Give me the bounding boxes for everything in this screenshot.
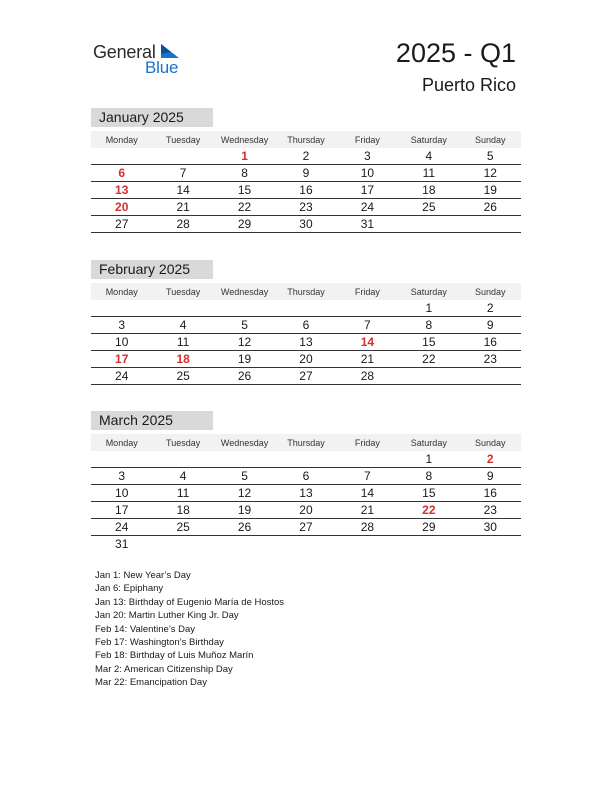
week-row xyxy=(91,519,521,536)
week-row xyxy=(91,182,521,199)
day-cell: 4 xyxy=(398,148,459,165)
day-cell: 15 xyxy=(214,182,275,199)
calendar-grid xyxy=(91,283,521,385)
weekday-header: Wednesday xyxy=(214,283,275,300)
weekday-header: Saturday xyxy=(398,434,459,451)
day-cell: 29 xyxy=(398,519,459,536)
day-cell: 31 xyxy=(115,537,129,551)
day-cell: 31 xyxy=(337,216,398,233)
empty-day-cell xyxy=(398,536,459,553)
empty-day-cell xyxy=(275,300,336,317)
day-cell: 4 xyxy=(152,468,213,485)
day-cell: 10 xyxy=(91,485,152,502)
holiday-day-cell: 17 xyxy=(91,351,152,368)
weekday-header: Thursday xyxy=(275,434,336,451)
day-cell: 27 xyxy=(91,216,152,233)
day-cell: 3 xyxy=(91,317,152,334)
holiday-day-cell: 2 xyxy=(460,451,521,468)
day-cell: 8 xyxy=(214,165,275,182)
day-cell: 1 xyxy=(398,451,459,468)
day-cell: 19 xyxy=(214,351,275,368)
holiday-list xyxy=(95,569,284,690)
day-cell: 27 xyxy=(275,519,336,536)
day-cell: 21 xyxy=(337,351,398,368)
day-cell: 9 xyxy=(460,468,521,485)
empty-day-cell xyxy=(91,451,152,468)
empty-day-cell xyxy=(91,300,152,317)
logo-blue-text: Blue xyxy=(145,58,179,77)
week-row xyxy=(91,300,521,317)
day-cell: 10 xyxy=(337,165,398,182)
day-cell: 17 xyxy=(337,182,398,199)
day-cell: 2 xyxy=(460,300,521,317)
week-row xyxy=(91,199,521,216)
month-january xyxy=(91,108,521,233)
day-cell: 5 xyxy=(214,468,275,485)
week-row xyxy=(91,216,521,233)
holiday-day-cell: 20 xyxy=(91,199,152,216)
holiday-entry: Jan 6: Epiphany xyxy=(95,583,164,595)
month-title: January 2025 xyxy=(91,108,213,127)
empty-day-cell xyxy=(337,536,398,553)
day-cell: 18 xyxy=(152,502,213,519)
holiday-entry: Jan 13: Birthday of Eugenio María de Hostos xyxy=(95,596,285,608)
weekday-header: Saturday xyxy=(398,283,459,300)
weekday-header: Monday xyxy=(91,131,152,148)
day-cell: 29 xyxy=(214,216,275,233)
weekday-header: Thursday xyxy=(275,131,336,148)
empty-day-cell xyxy=(152,148,213,165)
day-cell: 5 xyxy=(460,148,521,165)
day-cell: 11 xyxy=(152,485,213,502)
weekday-header: Tuesday xyxy=(152,434,213,451)
day-cell: 18 xyxy=(398,182,459,199)
weekday-header: Wednesday xyxy=(214,131,275,148)
day-cell: 23 xyxy=(275,199,336,216)
empty-day-cell xyxy=(214,536,275,553)
day-cell: 26 xyxy=(214,368,275,385)
day-cell: 6 xyxy=(275,317,336,334)
week-row xyxy=(91,317,521,334)
empty-day-cell xyxy=(460,368,521,385)
week-row xyxy=(91,485,521,502)
day-cell: 28 xyxy=(152,216,213,233)
calendar-grid xyxy=(91,131,521,233)
day-cell: 8 xyxy=(398,317,459,334)
holiday-entry: Feb 18: Birthday of Luis Muñoz Marín xyxy=(95,650,254,662)
empty-day-cell xyxy=(214,451,275,468)
day-cell: 12 xyxy=(460,165,521,182)
holiday-day-cell: 6 xyxy=(91,165,152,182)
empty-day-cell xyxy=(460,536,521,553)
day-cell: 14 xyxy=(337,485,398,502)
day-cell: 13 xyxy=(275,485,336,502)
day-cell: 10 xyxy=(91,334,152,351)
day-cell: 30 xyxy=(460,519,521,536)
empty-day-cell xyxy=(214,300,275,317)
weekday-header: Thursday xyxy=(275,283,336,300)
week-row xyxy=(91,334,521,351)
day-cell: 11 xyxy=(152,334,213,351)
holiday-entry: Jan 20: Martin Luther King Jr. Day xyxy=(95,610,239,622)
holiday-day-cell: 18 xyxy=(152,351,213,368)
holiday-entry: Feb 17: Washington’s Birthday xyxy=(95,637,224,649)
day-cell: 6 xyxy=(275,468,336,485)
week-row xyxy=(91,451,521,468)
day-cell: 24 xyxy=(337,199,398,216)
day-cell: 24 xyxy=(91,368,152,385)
day-cell: 30 xyxy=(275,216,336,233)
day-cell: 28 xyxy=(337,519,398,536)
day-cell: 13 xyxy=(275,334,336,351)
empty-day-cell xyxy=(398,216,459,233)
day-cell: 26 xyxy=(214,519,275,536)
empty-day-cell xyxy=(275,451,336,468)
day-cell: 2 xyxy=(275,148,336,165)
month-title: February 2025 xyxy=(91,260,213,279)
empty-day-cell xyxy=(275,536,336,553)
empty-day-cell xyxy=(152,536,213,553)
day-cell: 25 xyxy=(152,519,213,536)
day-cell: 12 xyxy=(214,334,275,351)
day-cell: 19 xyxy=(460,182,521,199)
empty-day-cell xyxy=(91,148,152,165)
weekday-header: Monday xyxy=(91,283,152,300)
empty-day-cell xyxy=(460,216,521,233)
empty-day-cell xyxy=(152,451,213,468)
generalblue-logo xyxy=(93,40,193,80)
weekday-header: Sunday xyxy=(460,283,521,300)
holiday-day-cell: 14 xyxy=(337,334,398,351)
month-title: March 2025 xyxy=(91,411,213,430)
day-cell: 22 xyxy=(214,199,275,216)
holiday-entry: Feb 14: Valentine’s Day xyxy=(95,623,195,635)
weekday-header: Friday xyxy=(337,283,398,300)
day-cell: 1 xyxy=(398,300,459,317)
holiday-entry: Mar 2: American Citizenship Day xyxy=(95,663,233,675)
day-cell: 16 xyxy=(460,334,521,351)
day-cell: 25 xyxy=(398,199,459,216)
empty-day-cell xyxy=(152,300,213,317)
day-cell: 8 xyxy=(398,468,459,485)
week-row xyxy=(91,148,521,165)
day-cell: 3 xyxy=(337,148,398,165)
day-cell: 23 xyxy=(460,502,521,519)
day-cell: 21 xyxy=(152,199,213,216)
day-cell: 21 xyxy=(337,502,398,519)
day-cell: 9 xyxy=(275,165,336,182)
day-cell: 17 xyxy=(91,502,152,519)
day-cell: 7 xyxy=(337,468,398,485)
empty-day-cell xyxy=(337,451,398,468)
day-cell: 22 xyxy=(398,351,459,368)
day-cell: 14 xyxy=(152,182,213,199)
day-cell: 12 xyxy=(214,485,275,502)
day-cell: 20 xyxy=(275,502,336,519)
day-cell: 28 xyxy=(337,368,398,385)
week-row xyxy=(91,351,521,368)
day-cell: 19 xyxy=(214,502,275,519)
holiday-day-cell: 13 xyxy=(91,182,152,199)
day-cell: 24 xyxy=(91,519,152,536)
day-cell: 7 xyxy=(337,317,398,334)
day-cell: 20 xyxy=(275,351,336,368)
page-title: 2025 - Q1 xyxy=(395,38,516,68)
day-cell: 11 xyxy=(398,165,459,182)
day-cell: 4 xyxy=(152,317,213,334)
weekday-header: Sunday xyxy=(460,434,521,451)
day-cell: 3 xyxy=(91,468,152,485)
day-cell: 23 xyxy=(460,351,521,368)
day-cell: 16 xyxy=(275,182,336,199)
calendar-grid xyxy=(91,434,521,552)
weekday-header: Tuesday xyxy=(152,131,213,148)
day-cell: 15 xyxy=(398,334,459,351)
empty-day-cell xyxy=(398,368,459,385)
week-row xyxy=(91,502,521,519)
weekday-header: Friday xyxy=(337,131,398,148)
holiday-day-cell: 1 xyxy=(214,148,275,165)
month-march xyxy=(91,411,521,552)
weekday-header: Monday xyxy=(91,434,152,451)
day-cell: 16 xyxy=(460,485,521,502)
day-cell: 5 xyxy=(214,317,275,334)
week-row xyxy=(91,536,521,553)
week-row xyxy=(91,468,521,485)
weekday-header: Friday xyxy=(337,434,398,451)
month-february xyxy=(91,260,521,385)
day-cell: 26 xyxy=(460,199,521,216)
weekday-header: Wednesday xyxy=(214,434,275,451)
day-cell: 9 xyxy=(460,317,521,334)
day-cell: 25 xyxy=(152,368,213,385)
country-name: Puerto Rico xyxy=(421,75,516,95)
logo-general-text: General xyxy=(93,42,156,62)
week-row xyxy=(91,368,521,385)
holiday-day-cell: 22 xyxy=(398,502,459,519)
week-row xyxy=(91,165,521,182)
weekday-header: Sunday xyxy=(460,131,521,148)
holiday-entry: Jan 1: New Year’s Day xyxy=(95,570,191,581)
holiday-entry: Mar 22: Emancipation Day xyxy=(95,677,207,689)
day-cell: 7 xyxy=(152,165,213,182)
empty-day-cell xyxy=(337,300,398,317)
day-cell: 15 xyxy=(398,485,459,502)
weekday-header: Tuesday xyxy=(152,283,213,300)
day-cell: 27 xyxy=(275,368,336,385)
weekday-header: Saturday xyxy=(398,131,459,148)
